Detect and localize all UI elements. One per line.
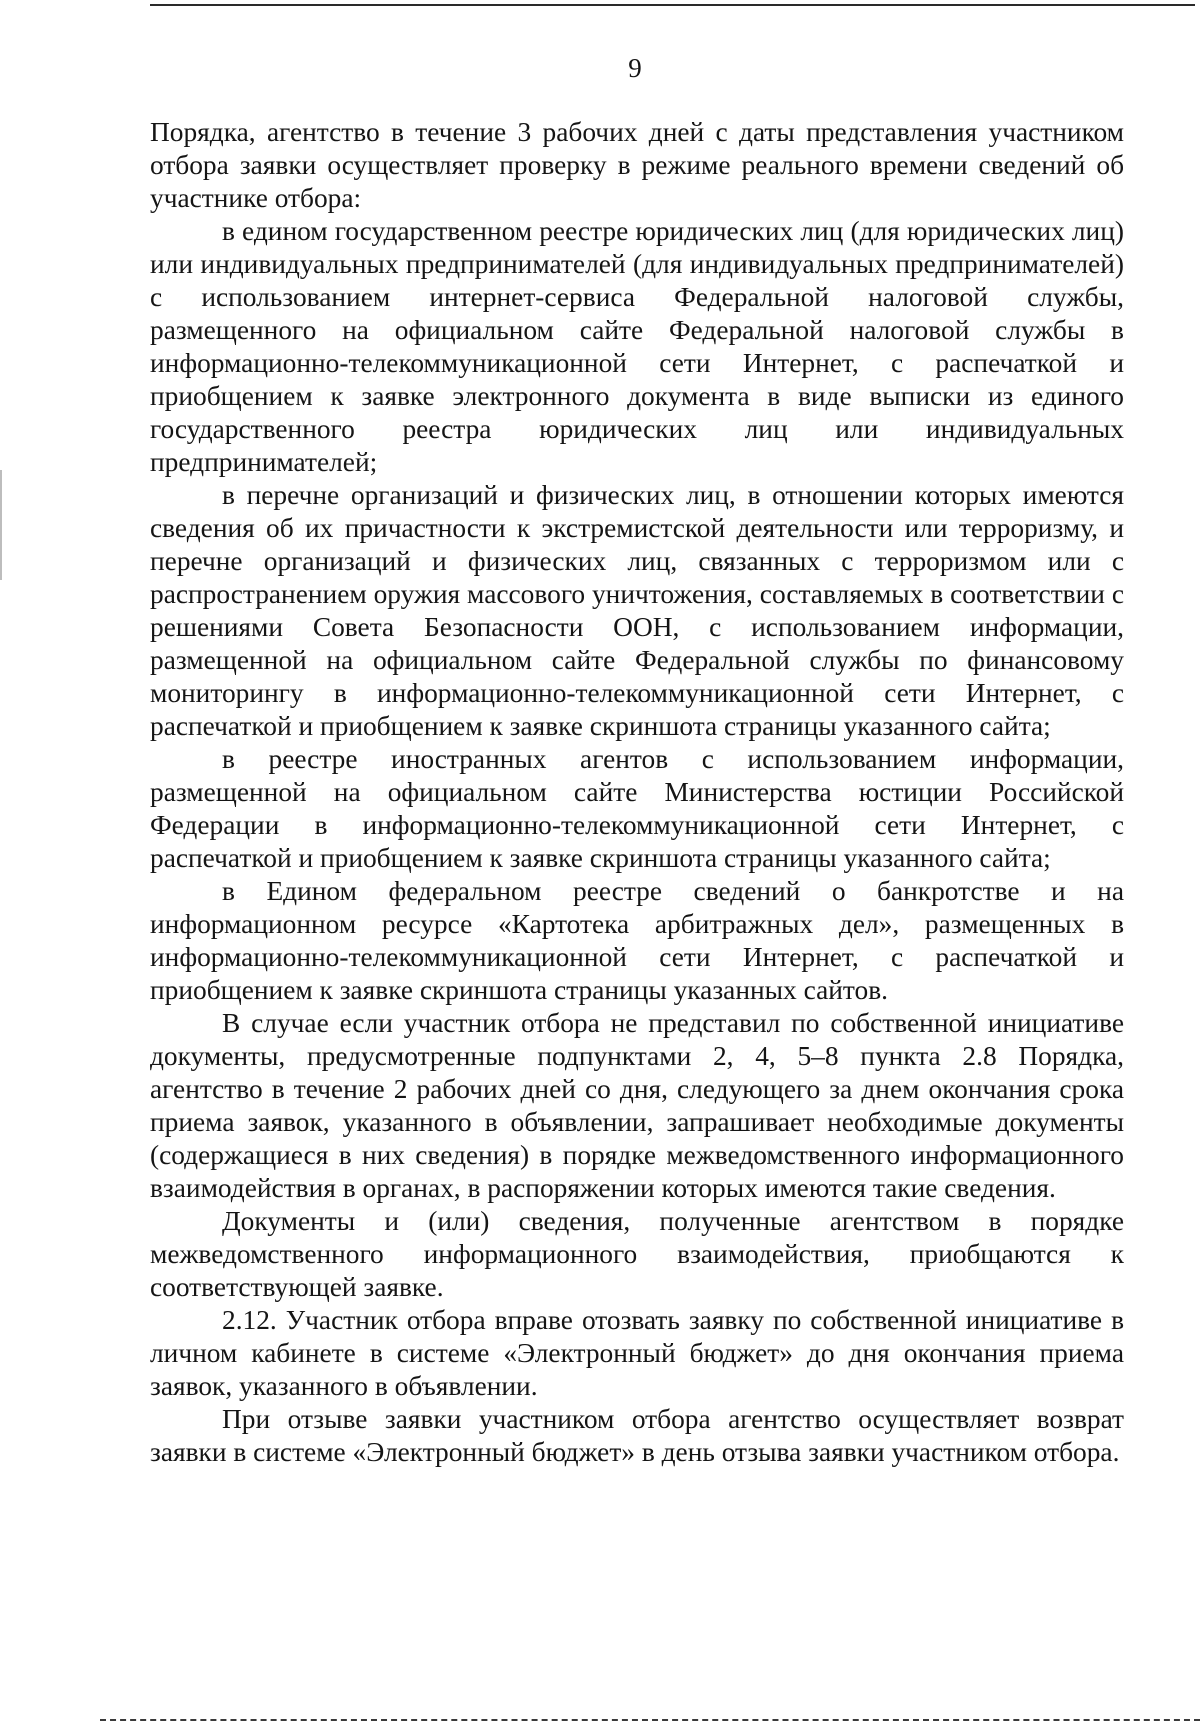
paragraph-2-12-withdrawal: 2.12. Участник отбора вправе отозвать заявку по собственной инициативе в личном кабинете в системе «Электронный бюджет» до дня окончания приема заявок, указанного в объявлении. bbox=[150, 1305, 1124, 1401]
paragraph-documents-attached: Документы и (или) сведения, полученные агентством в порядке межведомственного информационного взаимодействия, приобщаются к соответствующей заявке. bbox=[150, 1206, 1124, 1302]
document-body bbox=[150, 116, 1124, 1469]
paragraph-terrorism-list-check: в перечне организаций и физических лиц, в отношении которых имеются сведения об их причастности к экстремистской деятельности или терроризму, и перечне организаций и физических лиц, связанных с терроризмом или с распространением оружия массового уничтожения, составляемых в соответствии с решениями Совета Безопасности ООН, с использованием информации, размещенной на официальном сайте Федеральной службы по финансовому мониторингу в информационно-телекоммуникационной сети Интернет, с распечаткой и приобщением к заявке скриншота страницы указанного сайта; bbox=[150, 480, 1124, 741]
paragraph-egrul-check: в едином государственном реестре юридических лиц (для юридических лиц) или индивидуальных предпринимателей (для индивидуальных предпринимателей) с использованием интернет-сервиса Федеральной налоговой службы, размещенного на официальном сайте Федеральной налоговой службы в информационно-телекоммуникационной сети Интернет, с распечаткой и приобщением к заявке электронного документа в виде выписки из единого государственного реестра юридических лиц или индивидуальных предпринимателей; bbox=[150, 216, 1124, 477]
scan-left-edge-mark bbox=[0, 470, 2, 580]
scan-bottom-edge-line bbox=[100, 1719, 1200, 1721]
scan-top-edge-line bbox=[150, 4, 1195, 6]
page-number: 9 bbox=[628, 53, 642, 83]
paragraph-continuation: Порядка, агентство в течение 3 рабочих дней с даты представления участником отбора заявки осуществляет проверку в режиме реального времени сведений об участнике отбора: bbox=[150, 117, 1124, 213]
paragraph-interagency-request: В случае если участник отбора не представил по собственной инициативе документы, предусмотренные подпунктами 2, 4, 5–8 пункта 2.8 Порядка, агентство в течение 2 рабочих дней со дня, следующего за днем окончания срока приема заявок, указанного в объявлении, запрашивает необходимые документы (содержащиеся в них сведения) в порядке межведомственного информационного взаимодействия в органах, в распоряжении которых имеются такие сведения. bbox=[150, 1008, 1124, 1203]
paragraph-bankruptcy-check: в Едином федеральном реестре сведений о банкротстве и на информационном ресурсе «Картотека арбитражных дел», размещенных в информационно-телекоммуникационной сети Интернет, с распечаткой и приобщением к заявке скриншота страницы указанных сайтов. bbox=[150, 876, 1124, 1005]
paragraph-foreign-agents-check: в реестре иностранных агентов с использованием информации, размещенной на официальном сайте Министерства юстиции Российской Федерации в информационно-телекоммуникационной сети Интернет, с распечаткой и приобщением к заявке скриншота страницы указанного сайта; bbox=[150, 744, 1124, 873]
paragraph-withdrawal-return: При отзыве заявки участником отбора агентство осуществляет возврат заявки в системе «Электронный бюджет» в день отзыва заявки участником отбора. bbox=[150, 1404, 1124, 1467]
